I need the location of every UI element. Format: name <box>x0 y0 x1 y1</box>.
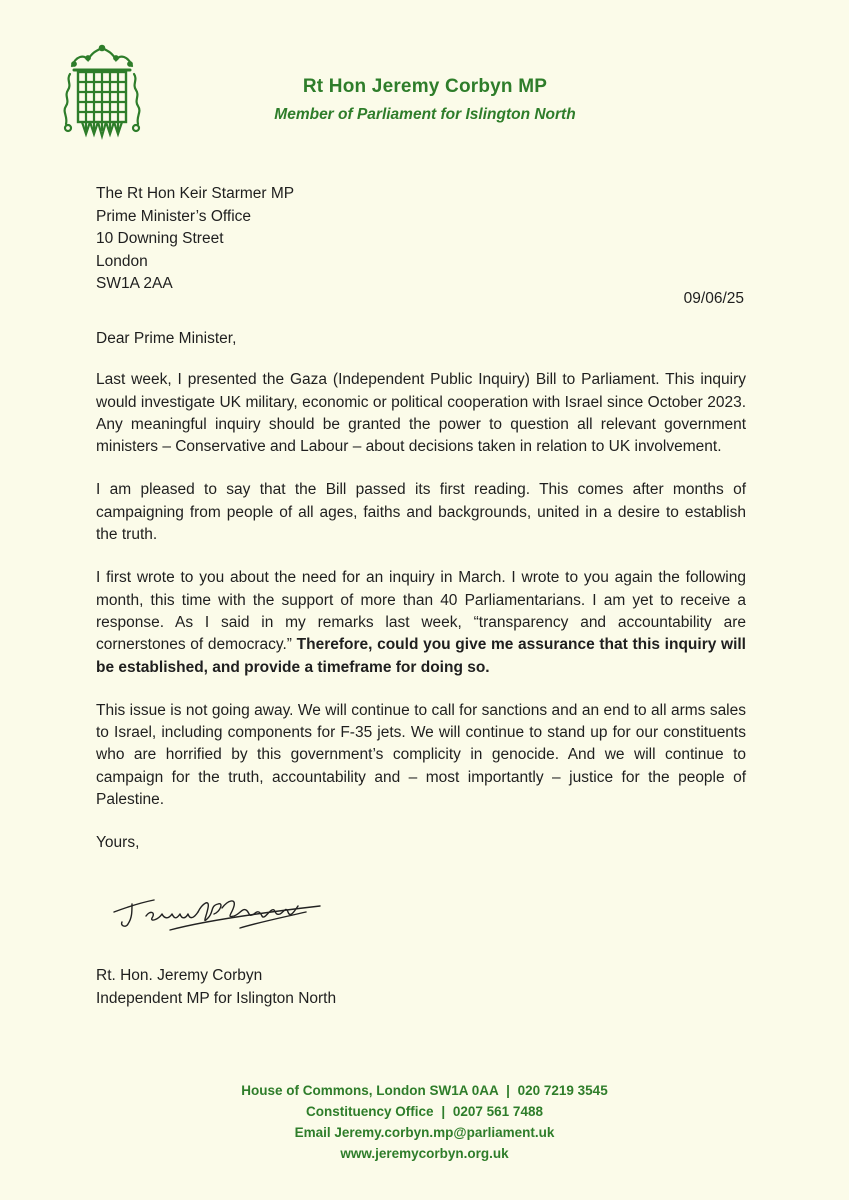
footer-constituency-label: Constituency Office <box>306 1104 434 1119</box>
footer-row-address <box>0 1080 849 1101</box>
footer-email[interactable]: Email Jeremy.corbyn.mp@parliament.uk <box>294 1125 555 1140</box>
footer-constituency-phone: 0207 561 7488 <box>452 1104 543 1119</box>
letterhead-name: Rt Hon Jeremy Corbyn MP <box>302 76 548 97</box>
letterhead <box>255 76 595 124</box>
recipient-line: London <box>96 252 148 270</box>
salutation: Dear Prime Minister, <box>96 330 237 347</box>
footer-address: House of Commons, London SW1A 0AA <box>241 1083 499 1098</box>
footer-separator: | <box>441 1104 446 1119</box>
paragraph-3-text: I first wrote to you about the need for an inquiry in March. I wrote to you again the following month, this time with the support of more than 40 Parliamentarians. I am yet to receive a response. As I said in my remarks last week, “transparency and accountability are cornerstones of democracy.” <box>96 569 746 654</box>
recipient-address <box>96 183 294 296</box>
paragraph-3 <box>96 567 746 678</box>
footer-phone: 020 7219 3545 <box>517 1083 608 1098</box>
letter-body <box>96 328 746 876</box>
signoff <box>96 965 336 1010</box>
footer-row-constituency <box>0 1101 849 1122</box>
recipient-line: 10 Downing Street <box>96 230 224 247</box>
paragraph-1: Last week, I presented the Gaza (Independent Public Inquiry) Bill to Parliament. This inquiry would investigate UK military, economic or political cooperation with Israel since October 2023. Any meaningful inquiry should be granted the power to question all relevant government ministers – Conservative and Labour – about decisions taken in relation to UK involvement. <box>96 371 746 456</box>
footer-website[interactable]: www.jeremycorbyn.org.uk <box>340 1146 509 1161</box>
handwritten-signature <box>110 878 330 944</box>
recipient-line: Prime Minister’s Office <box>96 207 252 225</box>
signer-title: Independent MP for Islington North <box>96 989 337 1007</box>
footer-contact <box>0 1080 849 1164</box>
signer-name: Rt. Hon. Jeremy Corbyn <box>96 967 263 984</box>
letter-date: 09/06/25 <box>683 290 744 307</box>
portcullis-icon <box>62 44 142 142</box>
paragraph-2: I am pleased to say that the Bill passed its first reading. This comes after months of campaigning from people of all ages, faiths and backgrounds, united in a desire to establish the truth. <box>96 481 746 544</box>
paragraph-3-request: Therefore, could you give me assurance that this inquiry will be established, and provide a timeframe for doing so. <box>96 636 746 676</box>
letterhead-role: Member of Parliament for Islington North <box>274 106 576 123</box>
footer-separator: | <box>506 1083 510 1098</box>
closing: Yours, <box>96 834 140 852</box>
paragraph-4: This issue is not going away. We will continue to call for sanctions and an end to all arms sales to Israel, including components for F-35 jets. We will continue to stand up for our constituents who are horrified by this government’s complicity in genocide. And we will continue to campaign for the truth, accountability and – most importantly – justice for the people of Palestine. <box>96 701 746 809</box>
recipient-line: SW1A 2AA <box>96 275 173 292</box>
recipient-line: The Rt Hon Keir Starmer MP <box>96 185 295 202</box>
